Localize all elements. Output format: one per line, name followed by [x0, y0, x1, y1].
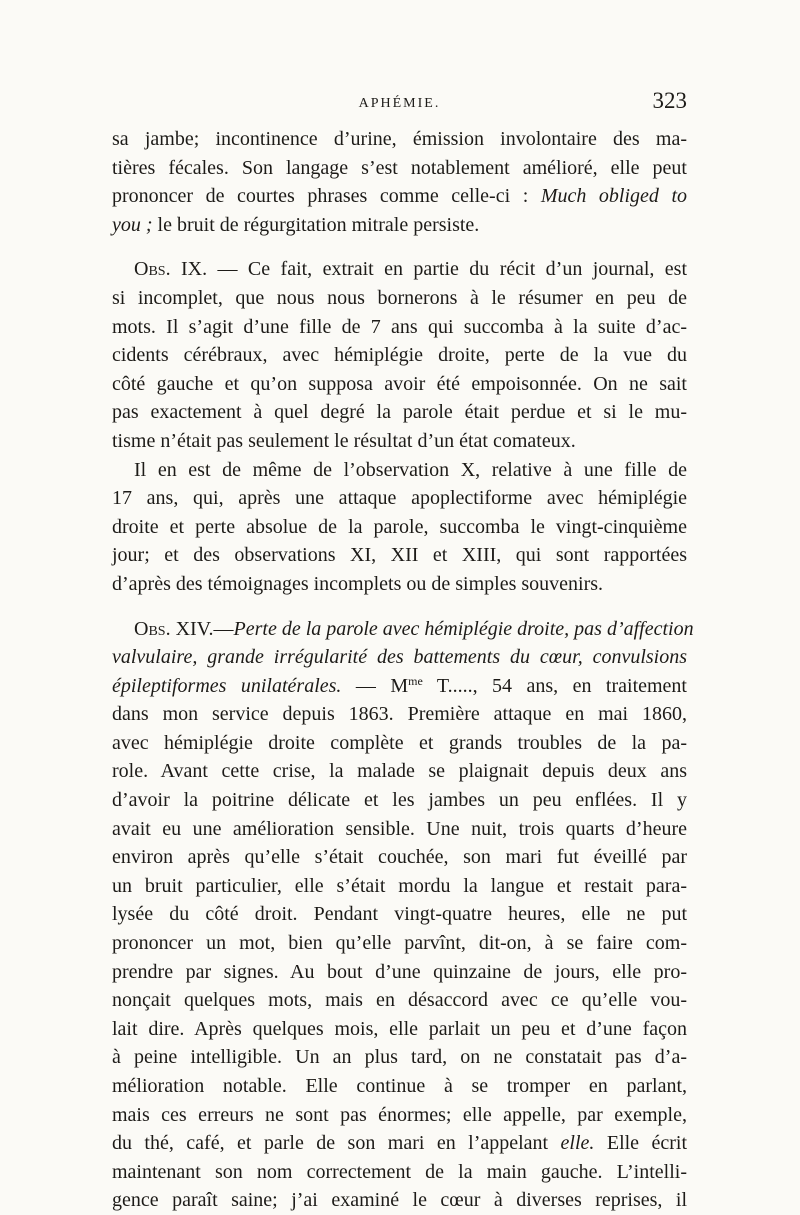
running-header — [112, 88, 687, 118]
text-line — [112, 757, 687, 786]
text-segment: — M — [341, 674, 409, 697]
text-segment: nonçait quelques mots, mais en désaccord avec ce qu’elle vou- — [112, 989, 687, 1012]
text-line — [112, 211, 687, 240]
text-segment: d’après des témoignages incomplets ou de simples souvenirs. — [112, 572, 604, 595]
text-segment: dans mon service depuis 1863. Première attaque en mai 1860, — [112, 703, 687, 726]
text-segment: à peine intelligible. Un an plus tard, on ne constatait pas d’a- — [112, 1046, 687, 1069]
text-line — [112, 700, 687, 729]
text-segment: 17 ans, qui, après une attaque apoplectiforme avec hémiplégie — [112, 487, 687, 510]
paragraph-gap — [112, 239, 687, 255]
text-segment: lait dire. Après quelques mois, elle parlait un peu et d’une façon — [112, 1017, 687, 1040]
text-segment: elle. — [560, 1132, 595, 1155]
superscript: me — [408, 673, 423, 688]
text-line — [112, 815, 687, 844]
text-line — [112, 1015, 687, 1044]
text-line — [112, 313, 687, 342]
text-segment: prononcer un mot, bien qu’elle parvînt, dit-on, à se faire com- — [112, 932, 687, 955]
text-segment: gence paraît saine; j’ai examiné le cœur à diverses reprises, il — [112, 1189, 687, 1212]
text-line — [112, 1043, 687, 1072]
text-line — [112, 1129, 687, 1158]
text-segment: mélioration notable. Elle continue à se tromper en parlant, — [112, 1075, 687, 1097]
text-segment: lysée du côté droit. Pendant vingt-quatre heures, elle ne put — [112, 903, 687, 926]
text-segment: jour; et des observations XI, XII et XIII, qui sont rapportées — [112, 544, 687, 567]
text-segment: you ; — [112, 213, 153, 236]
text-line — [112, 672, 687, 701]
text-line — [112, 398, 687, 427]
text-segment: d’avoir la poitrine délicate et les jambes un peu enflées. Il y — [112, 789, 687, 812]
text-line — [112, 284, 687, 313]
text-line — [112, 643, 687, 672]
running-title: APHÉMIE. — [358, 96, 441, 111]
text-segment: tisme n’était pas seulement le résultat d’un état comateux. — [112, 429, 576, 452]
text-line — [112, 929, 687, 958]
text-line — [112, 872, 687, 901]
text-segment: pas exactement à quel degré la parole était perdue et si le mu- — [112, 401, 687, 424]
text-line — [112, 570, 687, 599]
text-line — [112, 182, 687, 211]
text-segment: du thé, café, et parle de son mari en l’appelant — [112, 1132, 561, 1155]
text-line — [112, 729, 687, 758]
text-segment: — Ce fait, extrait en partie du récit d’un journal, est — [207, 258, 688, 281]
text-line — [112, 456, 687, 485]
text-line — [112, 255, 687, 284]
page-number: 323 — [652, 88, 687, 113]
text-segment: avec hémiplégie droite complète et grands troubles de la pa- — [112, 731, 687, 754]
text-line — [112, 1101, 687, 1130]
observation-label: Obs. XIV. — [134, 617, 214, 640]
text-line — [112, 125, 687, 154]
text-segment: un bruit particulier, elle s’était mordu la langue et restait para- — [112, 874, 687, 897]
body-text — [112, 125, 694, 1215]
text-segment: si incomplet, que nous nous bornerons à le résumer en peu de — [112, 286, 687, 309]
text-segment: Perte de la parole avec hémiplégie droite, pas d’affection — [233, 617, 694, 640]
text-segment: maintenant son nom correctement de la main gauche. L’intelli- — [112, 1160, 687, 1183]
text-segment: role. Avant cette crise, la malade se plaignait depuis deux ans — [112, 760, 687, 783]
text-segment: épileptiformes unilatérales. — [112, 674, 342, 697]
text-line — [112, 341, 687, 370]
text-line — [112, 370, 687, 399]
text-segment: mots. Il s’agit d’une fille de 7 ans qui succomba à la suite d’ac- — [112, 315, 687, 338]
text-segment: prendre par signes. Au bout d’une quinzaine de jours, elle pro- — [112, 960, 687, 983]
text-line — [112, 154, 687, 183]
text-line — [112, 900, 687, 929]
text-line — [112, 484, 687, 513]
text-line — [112, 786, 687, 815]
text-line — [112, 541, 687, 570]
text-segment: tières fécales. Son langage s’est notablement amélioré, elle peut — [112, 156, 687, 179]
text-line — [112, 843, 687, 872]
text-line — [112, 986, 687, 1015]
text-segment: prononcer de courtes phrases comme celle-ci : — [112, 185, 541, 208]
text-segment: valvulaire, grande irrégularité des battements du cœur, convulsions — [112, 646, 687, 669]
text-segment: avait eu une amélioration sensible. Une nuit, trois quarts d’heure — [112, 817, 687, 840]
text-segment: sa jambe; incontinence d’urine, émission involontaire des ma- — [112, 128, 687, 150]
text-line — [112, 1186, 687, 1215]
text-segment: côté gauche et qu’on supposa avoir été empoisonnée. On ne sait — [112, 372, 687, 395]
text-line — [112, 427, 687, 456]
text-line — [112, 958, 687, 987]
text-segment: le bruit de régurgitation mitrale persiste. — [152, 213, 480, 236]
paragraph-gap — [112, 599, 687, 615]
text-line — [112, 615, 694, 644]
text-segment: Elle écrit — [594, 1132, 688, 1155]
text-segment: Much obliged to — [540, 185, 687, 208]
text-segment: cidents cérébraux, avec hémiplégie droite, perte de la vue du — [112, 344, 687, 367]
text-segment: environ après qu’elle s’était couchée, son mari fut éveillé par — [112, 846, 687, 869]
observation-label: Obs. IX. — [134, 258, 208, 281]
text-line — [112, 1158, 687, 1187]
text-line — [112, 513, 687, 542]
text-segment: mais ces erreurs ne sont pas énormes; elle appelle, par exemple, — [112, 1103, 687, 1126]
text-line — [112, 1072, 687, 1101]
text-segment: — — [213, 617, 234, 640]
text-segment: Il en est de même de l’observation X, relative à une fille de — [134, 458, 687, 481]
text-segment: T....., 54 ans, en traitement — [422, 674, 687, 697]
text-segment: droite et perte absolue de la parole, succomba le vingt-cinquième — [112, 515, 687, 538]
